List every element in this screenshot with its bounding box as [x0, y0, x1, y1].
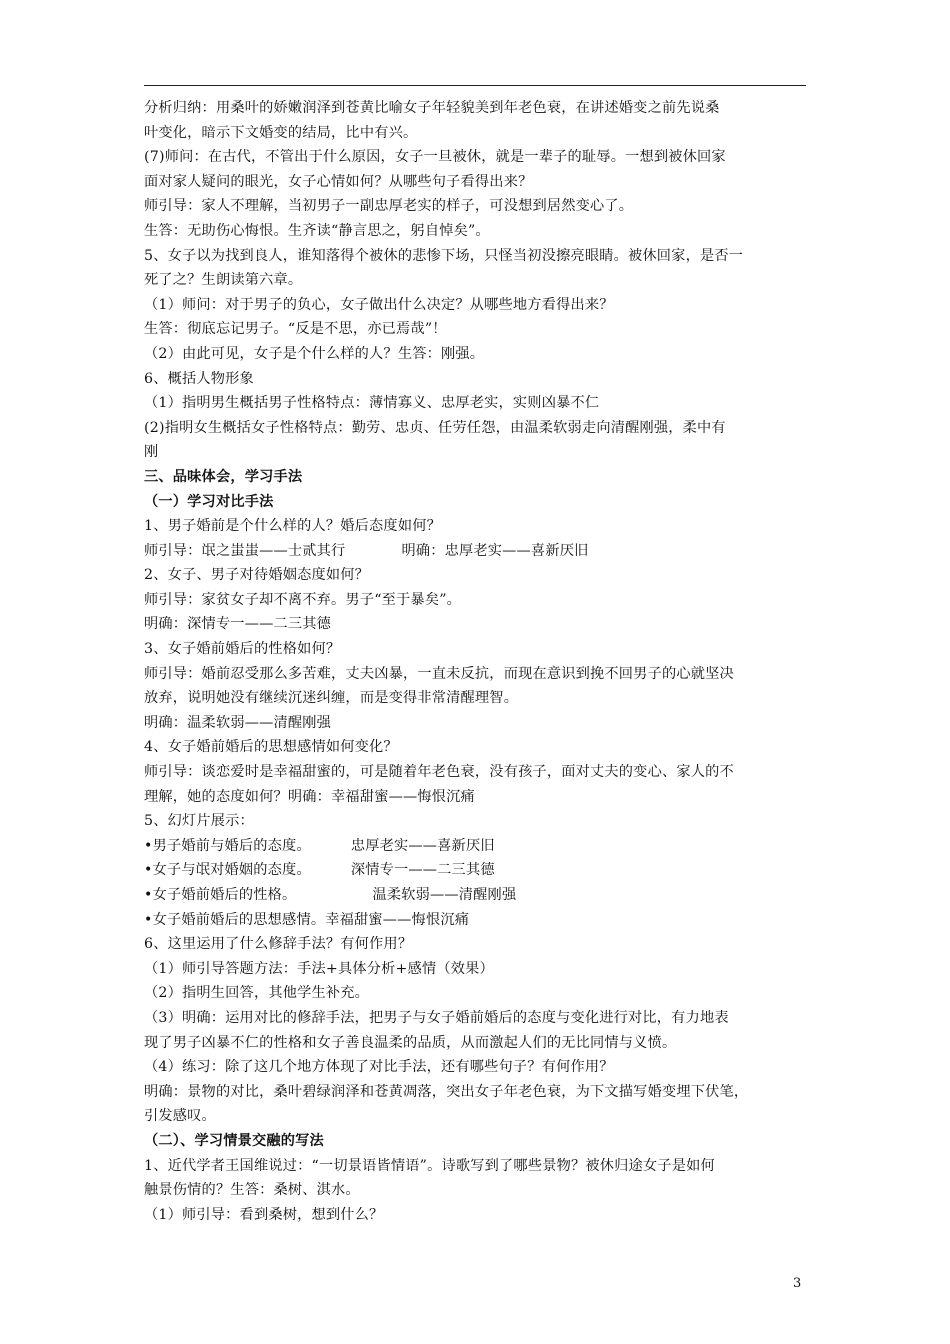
text-line: 师引导：家人不理解，当初男子一副忠厚老实的样子，可没想到居然变心了。	[144, 198, 634, 215]
text-line: 师引导：家贫女子却不离不弃。男子“至于暴矣”。	[144, 591, 462, 608]
text-line: （1）师引导：看到桑树，想到什么？	[144, 1206, 384, 1223]
page-number: 3	[793, 1276, 802, 1291]
text-line: （2）由此可见，女子是个什么样的人？生答：刚强。	[144, 345, 485, 362]
text-line: 1、近代学者王国维说过：“一切景语皆情语”。诗歌写到了哪些景物？被休归途女子是如何	[144, 1157, 715, 1174]
slide-item	[144, 834, 810, 859]
document-body	[144, 96, 810, 1227]
text-line: 师引导：婚前忍受那么多苦难，丈夫凶暴，一直未反抗，而现在意识到挽不回男子的心就坚决	[144, 665, 734, 682]
slide-label: •女子与氓对婚姻的态度。	[144, 862, 311, 879]
slide-value: 温柔软弱——清醒刚强	[372, 887, 517, 903]
text-line: 1、男子婚前是个什么样的人？婚后态度如何？	[144, 518, 441, 535]
text-line: 明确：温柔软弱——清醒刚强	[144, 714, 332, 731]
text-line: （3）明确：运用对比的修辞手法，把男子与女子婚前婚后的态度与变化进行对比，有力地表	[144, 1009, 729, 1026]
text-line: 6、概括人物形象	[144, 370, 254, 387]
text-line: 师引导：谈恋爱时是幸福甜蜜的，可是随着年老色衰，没有孩子，面对丈夫的变心、家人的不	[144, 764, 734, 781]
text-line: 4、女子婚前婚后的思想感情如何变化？	[144, 739, 398, 756]
slide-item	[144, 908, 810, 933]
text-line: 刚	[144, 444, 159, 461]
guide-text: 师引导：氓之蚩蚩——士贰其行	[144, 542, 346, 559]
answer-text: 明确：忠厚老实——喜新厌旧	[401, 542, 589, 559]
header-rule	[144, 85, 806, 86]
text-line: 3、女子婚前婚后的性格如何？	[144, 641, 341, 658]
text-line: 明确：景物的对比，桑叶碧绿润泽和苍黄凋落，突出女子年老色衰，为下文描写婚变埋下伏笔，	[144, 1083, 749, 1100]
text-line: （1）师问：对于男子的负心，女子做出什么决定？从哪些地方看得出来？	[144, 296, 614, 313]
slide-label: •男子婚前与婚后的态度。	[144, 837, 311, 854]
text-line: 面对家人疑问的眼光，女子心情如何？从哪些句子看得出来？	[144, 173, 533, 190]
subsection-heading: （二）、学习情景交融的写法	[144, 1132, 324, 1149]
text-line: 生答：无助伤心悔恨。生齐读“静言思之，躬自悼矣”。	[144, 222, 490, 239]
text-line: (7)师问：在古代，不管出于什么原因，女子一旦被休，就是一辈子的耻辱。一想到被休回家	[144, 149, 726, 166]
slide-value: 忠厚老实——喜新厌旧	[350, 837, 495, 854]
slide-value: 幸福甜蜜——悔恨沉痛	[325, 911, 470, 928]
text-line: （2）指明生回答，其他学生补充。	[144, 985, 370, 1002]
text-line: 现了男子凶暴不仁的性格和女子善良温柔的品质，从而激起人们的无比同情与义愤。	[144, 1034, 677, 1051]
section-heading: 三、品味体会，学习手法	[144, 468, 303, 485]
slide-label: •女子婚前婚后的思想感情。	[144, 911, 326, 928]
subsection-heading: （一）学习对比手法	[144, 493, 274, 510]
text-line: 放弃，说明她没有继续沉迷纠缠，而是变得非常清醒理智。	[144, 690, 519, 707]
text-line: 5、幻灯片展示：	[144, 813, 254, 830]
text-line: 生答：彻底忘记男子。“反是不思，亦已焉哉”！	[144, 321, 447, 338]
guide-answer-line	[144, 539, 810, 564]
text-line: 理解，她的态度如何？明确：幸福甜蜜——悔恨沉痛	[144, 788, 475, 805]
slide-value: 深情专一——二三其德	[350, 862, 495, 879]
text-line: 触景伤情的？生答：桑树、淇水。	[144, 1182, 360, 1199]
text-line: (2)指明女生概括女子性格特点：勤劳、忠贞、任劳任怨，由温柔软弱走向清醒刚强，柔中有	[144, 419, 726, 436]
text-line: （1）师引导答题方法：手法+具体分析+感情（效果）	[144, 960, 494, 977]
text-line: 明确：深情专一——二三其德	[144, 616, 332, 633]
text-line: 2、女子、男子对待婚姻态度如何？	[144, 567, 370, 584]
text-line: （4）练习：除了这几个地方体现了对比手法，还有哪些句子？有何作用？	[144, 1059, 614, 1076]
text-line: 引发感叹。	[144, 1108, 216, 1125]
slide-item	[144, 858, 810, 883]
text-line: 6、这里运用了什么修辞手法？有何作用？	[144, 936, 413, 953]
text-line: （1）指明男生概括男子性格特点：薄情寡义、忠厚老实，实则凶暴不仁	[144, 395, 600, 412]
text-line: 5、女子以为找到良人，谁知落得个被休的悲惨下场，只怪当初没擦亮眼睛。被休回家，是否一	[144, 247, 744, 264]
slide-item	[144, 883, 810, 908]
text-line: 分析归纳：用桑叶的娇嫩润泽到苍黄比喻女子年轻貌美到年老色衰，在讲述婚变之前先说桑	[144, 100, 720, 116]
text-line: 叶变化，暗示下文婚变的结局，比中有兴。	[144, 124, 418, 141]
text-line: 死了之？生朗读第六章。	[144, 272, 303, 289]
slide-label: •女子婚前婚后的性格。	[144, 887, 297, 903]
